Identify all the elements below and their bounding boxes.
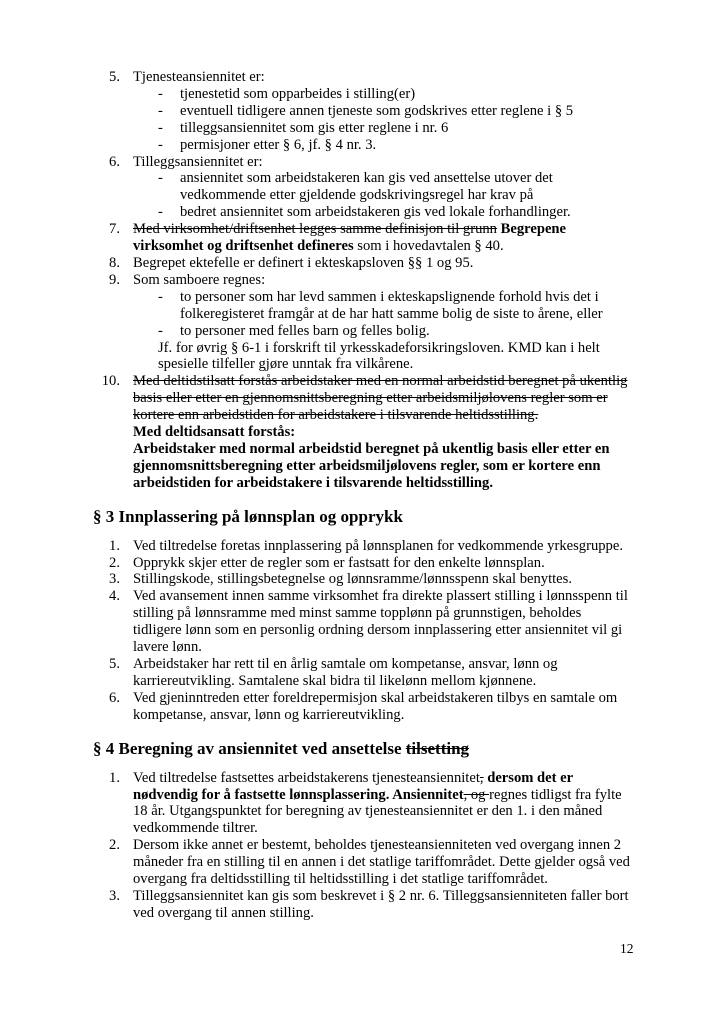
section-heading bbox=[93, 506, 630, 527]
text-run: eventuell tidligere annen tjeneste som godskrives etter reglene i § 5 bbox=[180, 102, 574, 119]
text-run: tilleggsansiennitet som gis etter reglene i nr. 6 bbox=[180, 119, 449, 136]
list-item bbox=[93, 888, 630, 922]
ordered-list bbox=[93, 69, 630, 492]
list-item-body bbox=[133, 837, 630, 888]
text-run: bedret ansiennitet som arbeidstakeren gis ved lokale forhandlinger. bbox=[180, 204, 571, 221]
list-item-body bbox=[133, 538, 630, 555]
list-item-body bbox=[133, 154, 630, 222]
text-run: Tilleggsansiennitet er: bbox=[133, 153, 263, 170]
text-run: dersom det er nødvendig for å fastsette lønnsplassering. Ansiennitet bbox=[133, 769, 573, 803]
text-run: regnes tidligst fra fylte 18 år. Utgangspunktet for beregning av tjenesteansiennitet er den 1. i den måned vedkommende tiltrer. bbox=[133, 786, 622, 837]
list-item bbox=[93, 656, 630, 690]
list-item-body bbox=[133, 770, 630, 838]
list-item-text bbox=[133, 555, 630, 572]
text-run: Med deltidstilsatt forstås arbeidstaker med en normal arbeidstid beregnet på ukentlig basis eller etter en gjennomsnittsberegning etter arbeidsmiljølovens regler som er kortere enn arbeidstiden for arbeidstakere i tilsvarende heltidsstilling. bbox=[133, 373, 628, 424]
text-run: , bbox=[479, 769, 484, 786]
list-item-paragraph bbox=[133, 424, 630, 441]
list-item-text bbox=[133, 221, 630, 255]
text-run: Tilleggsansiennitet kan gis som beskrevet i § 2 nr. 6. Tilleggsansienniteten faller bort ved overgang til annen stilling. bbox=[133, 887, 629, 921]
text-run: , og bbox=[463, 786, 490, 803]
list-item-text bbox=[133, 255, 630, 272]
dash-marker: - bbox=[158, 119, 163, 136]
text-run: Arbeidstaker med normal arbeidstid beregnet på ukentlig basis eller etter en gjennomsnittsberegning etter arbeidsmiljølovens regler, som er kortere enn arbeidstiden for arbeidstakere i tilsvarende heltidsstilling. bbox=[133, 440, 610, 491]
dash-marker: - bbox=[158, 102, 163, 119]
text-run: Tjenesteansiennitet er: bbox=[133, 69, 265, 85]
text-run: § 3 Innplassering på lønnsplan og opprykk bbox=[93, 506, 403, 526]
list-item bbox=[93, 588, 630, 656]
list-item-body bbox=[133, 888, 630, 922]
list-item-number: 6. bbox=[109, 689, 120, 706]
section-heading bbox=[93, 738, 630, 759]
list-item-number: 5. bbox=[109, 656, 120, 672]
dash-subitem bbox=[158, 137, 630, 154]
dash-subitem bbox=[158, 170, 630, 204]
list-item-text bbox=[133, 770, 630, 838]
list-item bbox=[93, 538, 630, 555]
list-item bbox=[93, 555, 630, 572]
list-item bbox=[93, 837, 630, 888]
text-run: Dersom ikke annet er bestemt, beholdes tjenesteansienniteten ved overgang innen 2 måneder fra en stilling til en annen i det statlige tariffområdet. Dette gjelder også ved overgang fra deltidsstilling til heltidsstilling i det statlige tariffområdet. bbox=[133, 837, 630, 888]
list-item-body bbox=[133, 656, 630, 690]
text-run: Som samboere regnes: bbox=[133, 271, 266, 288]
list-item-body bbox=[133, 255, 630, 272]
dash-subitem bbox=[158, 103, 630, 120]
text-run: Ved gjeninntreden etter foreldrepermisjon skal arbeidstakeren tilbys en samtale om kompetanse, ansvar, lønn og karriereutvikling. bbox=[133, 689, 618, 723]
list-item bbox=[93, 255, 630, 272]
text-run: ansiennitet som arbeidstakeren kan gis ved ansettelse utover det vedkommende etter gjeldende godskrivingsregel har krav på bbox=[180, 170, 553, 204]
text-run: som i hovedavtalen § 40. bbox=[353, 238, 504, 255]
text-run: tjenestetid som opparbeides i stilling(er) bbox=[180, 85, 416, 102]
dash-marker: - bbox=[158, 288, 163, 305]
list-item-body bbox=[133, 373, 630, 491]
list-item-number: 3. bbox=[109, 887, 120, 904]
dash-subitem-text bbox=[180, 204, 630, 221]
list-item-text bbox=[133, 837, 630, 888]
list-item-body bbox=[133, 690, 630, 724]
list-item-text bbox=[133, 588, 630, 656]
list-item-body bbox=[133, 272, 630, 373]
dash-subitem-text bbox=[180, 289, 630, 323]
list-item-body bbox=[133, 69, 630, 154]
list-item-text bbox=[133, 690, 630, 724]
list-item-number: 9. bbox=[109, 271, 120, 288]
text-run: Med virksomhet/driftsenhet legges samme definisjon til grunn bbox=[133, 221, 497, 238]
ordered-list bbox=[93, 538, 630, 724]
list-item bbox=[93, 690, 630, 724]
list-item-paragraph bbox=[133, 441, 630, 492]
list-item-body bbox=[133, 571, 630, 588]
text-run: to personer som har levd sammen i ekteskapslignende forhold hvis det i folkeregisteret framgår at de har hatt samme bolig de siste to årene, eller bbox=[180, 288, 603, 322]
text-run: Arbeidstaker har rett til en årlig samtale om kompetanse, ansvar, lønn og karriereutvikling. Samtalene skal bidra til likelønn mellom kjønnene. bbox=[133, 656, 558, 689]
list-item bbox=[93, 770, 630, 838]
text-run: to personer med felles barn og felles bolig. bbox=[180, 322, 430, 339]
text-run: Stillingskode, stillingsbetegnelse og lønnsramme/lønnsspenn skal benyttes. bbox=[133, 571, 572, 588]
list-item-text bbox=[133, 538, 630, 555]
text-run: § 4 Beregning av ansiennitet ved ansettelse bbox=[93, 738, 406, 758]
list-item bbox=[93, 272, 630, 373]
list-item-number: 1. bbox=[109, 769, 120, 786]
list-item-number: 4. bbox=[109, 588, 120, 605]
document-content bbox=[93, 69, 630, 922]
text-run: permisjoner etter § 6, jf. § 4 nr. 3. bbox=[180, 136, 377, 153]
list-item-note bbox=[158, 340, 630, 374]
list-item-body bbox=[133, 588, 630, 656]
list-item-number: 2. bbox=[109, 837, 120, 854]
list-item-number: 7. bbox=[109, 221, 120, 238]
dash-marker: - bbox=[158, 136, 163, 153]
text-run: Opprykk skjer etter de regler som er fastsatt for den enkelte lønnsplan. bbox=[133, 554, 545, 571]
list-item-text bbox=[133, 888, 630, 922]
text-run: tilsetting bbox=[405, 738, 470, 758]
dash-subitem-text bbox=[180, 137, 630, 154]
list-item bbox=[93, 571, 630, 588]
dash-subitem bbox=[158, 289, 630, 323]
list-item-text bbox=[133, 154, 630, 171]
dash-subitem-text bbox=[180, 323, 630, 340]
list-item-number: 2. bbox=[109, 554, 120, 571]
text-run: Med deltidsansatt forstås: bbox=[133, 424, 296, 441]
dash-subitem-text bbox=[180, 170, 630, 204]
dash-subitem bbox=[158, 204, 630, 221]
list-item-text bbox=[133, 373, 630, 424]
text-run: Ved avansement innen samme virksomhet fra direkte plassert stilling i lønnsspenn til stilling på lønnsramme med minst samme topplønn på grunnstigen, beholdes tidligere lønn som en personlig ordning dersom innplassering etter ansiennitet vil gi lavere lønn. bbox=[133, 588, 628, 656]
dash-subitem-text bbox=[180, 86, 630, 103]
list-item-text bbox=[133, 272, 630, 289]
dash-subitem bbox=[158, 120, 630, 137]
list-item-body bbox=[133, 221, 630, 255]
list-item-number: 6. bbox=[109, 153, 120, 170]
text-run: Ved tiltredelse foretas innplassering på lønnsplanen for vedkommende yrkesgruppe. bbox=[133, 537, 623, 554]
list-item-body bbox=[133, 555, 630, 572]
list-item bbox=[93, 373, 630, 491]
dash-subitem-text bbox=[180, 120, 630, 137]
list-item bbox=[93, 154, 630, 222]
list-item-text bbox=[133, 656, 630, 690]
text-run: Ved tiltredelse fastsettes arbeidstakerens tjenesteansiennitet bbox=[133, 769, 480, 786]
list-item bbox=[93, 221, 630, 255]
ordered-list bbox=[93, 770, 630, 922]
text-run: Begrepene virksomhet og driftsenhet defineres bbox=[133, 221, 567, 255]
list-item-number: 1. bbox=[109, 537, 120, 554]
dash-marker: - bbox=[158, 204, 163, 221]
dash-subitem bbox=[158, 323, 630, 340]
dash-subitem bbox=[158, 86, 630, 103]
list-item-number: 10. bbox=[101, 373, 120, 390]
list-item-text bbox=[133, 69, 630, 86]
dash-subitem-text bbox=[180, 103, 630, 120]
page-number: 12 bbox=[620, 941, 634, 956]
dash-marker: - bbox=[158, 85, 163, 102]
list-item-number: 8. bbox=[109, 254, 120, 271]
text-run: Begrepet ektefelle er definert i ekteskapsloven §§ 1 og 95. bbox=[133, 254, 474, 271]
list-item bbox=[93, 69, 630, 154]
dash-marker: - bbox=[158, 170, 163, 187]
list-item-number: 3. bbox=[109, 571, 120, 588]
list-item-number: 5. bbox=[109, 69, 120, 85]
dash-marker: - bbox=[158, 322, 163, 339]
text-run: Jf. for øvrig § 6-1 i forskrift til yrkesskadeforsikringsloven. KMD kan i helt spesielle tilfeller gjøre unntak fra vilkårene. bbox=[158, 339, 600, 373]
list-item-text bbox=[133, 571, 630, 588]
